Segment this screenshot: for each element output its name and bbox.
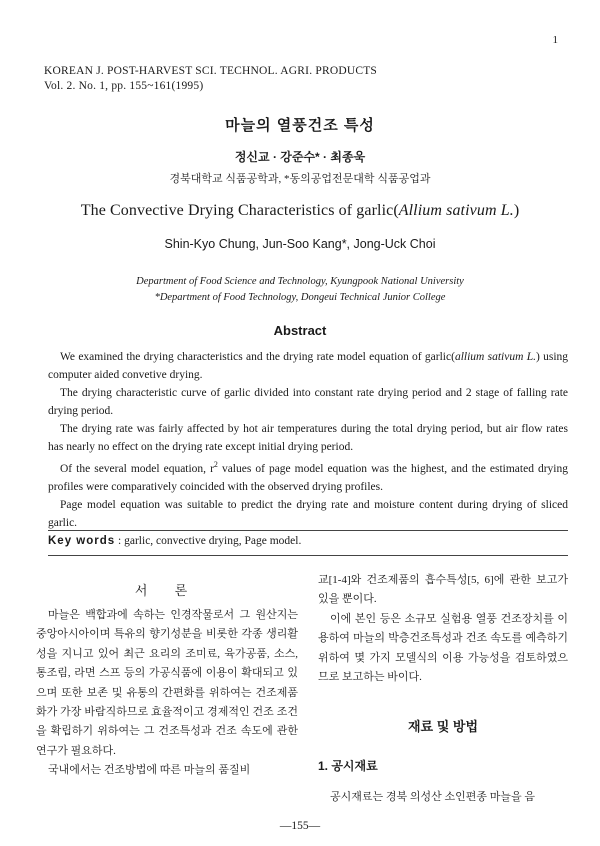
abstract-p4-end: values of page model equation was the highest, and the estimated drying profiles were comparatively coincided with the observed drying profiles. (48, 462, 568, 493)
page-number-footer: —155— (279, 820, 321, 832)
body-paragraph: 이에 본인 등은 소규모 실험용 열풍 건조장치를 이용하여 마늘의 박층건조특성과 건조 속도를 예측하기 위하여 몇 가지 모델식의 이용 가능성을 검토하였으므로 보고하는 바이다. (318, 612, 568, 684)
title-english (0, 202, 600, 220)
department-1: Department of Food Science and Technology, Kyungpook National University (136, 276, 464, 287)
abstract-paragraph: The drying characteristic curve of garlic divided into constant rate drying period and 2 stage of falling rate drying period. (48, 387, 568, 417)
abstract-p1-end: ) using computer aided convetive drying. (48, 351, 569, 381)
abstract-p1-start: We examined the drying characteristics and the drying rate model equation of garlic( (60, 351, 455, 363)
affiliation-korean: 경북대학교 식품공학과, *동의공업전문대학 식품공업과 (169, 173, 431, 185)
title-korean: 마늘의 열풍건조 특성 (225, 117, 375, 134)
keywords-top-rule (48, 530, 568, 531)
section-heading-introduction: 서 론 (134, 583, 200, 598)
abstract-body (48, 348, 568, 532)
journal-name: KOREAN J. POST-HARVEST SCI. TECHNOL. AGRI. PRODUCTS (44, 65, 378, 77)
abstract-p1-species: allium sativum L. (454, 351, 536, 363)
abstract-paragraph (48, 456, 568, 496)
journal-volume: Vol. 2. No. 1, pp. 155~161(1995) (44, 80, 204, 92)
body-paragraph: 공시재료는 경북 의성산 소인편종 마늘을 음 (330, 791, 536, 804)
section-heading-methods: 재료 및 방법 (407, 719, 478, 735)
title-english-close: ) (513, 202, 520, 219)
authors-english: Shin-Kyo Chung, Jun-Soo Kang*, Jong-Uck Choi (164, 237, 436, 251)
keywords-text: : garlic, convective drying, Page model. (115, 535, 302, 547)
abstract-p4-superscript: 2 (213, 460, 218, 469)
journal-header (44, 64, 377, 94)
body-paragraph: 국내에서는 건조방법에 따른 마늘의 품질비 (48, 764, 251, 777)
title-english-species: Allium sativum L. (398, 202, 514, 219)
right-column (318, 571, 568, 808)
department-2: *Department of Food Technology, Dongeui Technical Junior College (154, 292, 446, 303)
abstract-paragraph: Page model equation was suitable to predict the drying rate and moisture content during drying of sliced garlic. (48, 498, 568, 529)
page-number-top: 1 (552, 34, 558, 46)
authors-korean: 정신교 · 강준수* · 최종욱 (234, 150, 366, 164)
left-column (36, 606, 298, 781)
subsection-heading-materials: 1. 공시재료 (318, 758, 378, 773)
keywords-bottom-rule (48, 555, 568, 556)
keywords-label: Key words (48, 535, 116, 547)
abstract-p4-start: Of the several model equation, r (60, 462, 214, 475)
keywords-line (48, 535, 301, 547)
abstract-paragraph: The drying rate was fairly affected by hot air temperatures during the total drying period, but air flow rates has nearly no effect on the drying rate except initial drying period. (48, 423, 568, 453)
body-paragraph: 교[1-4]와 건조제품의 흡수특성[5, 6]에 관한 보고가 있을 뿐이다. (318, 574, 568, 606)
left-column-heading-wrap (36, 580, 298, 599)
body-paragraph: 마늘은 백합과에 속하는 인경작물로서 그 원산지는 중앙아시아이며 특유의 향기성분을 비롯한 각종 생리활성을 지니고 있어 최근 요리의 조미료, 육가공품, 소스, 통조림, 라면 스프 등의 가공식품에 이용이 확대되고 있으며 또한 보존 및 유통의 간편화를 위하여는 건조제품화가 가장 바람직하므로 효율적이고 경제적인 건조 조건을 확립하기 위하여는 그 건조특성과 건조 속도에 관한 연구가 필요하다. (36, 609, 298, 757)
title-english-main: The Convective Drying Characteristics of garlic( (80, 202, 399, 219)
abstract-heading: Abstract (273, 323, 327, 338)
abstract-paragraph (48, 348, 568, 384)
